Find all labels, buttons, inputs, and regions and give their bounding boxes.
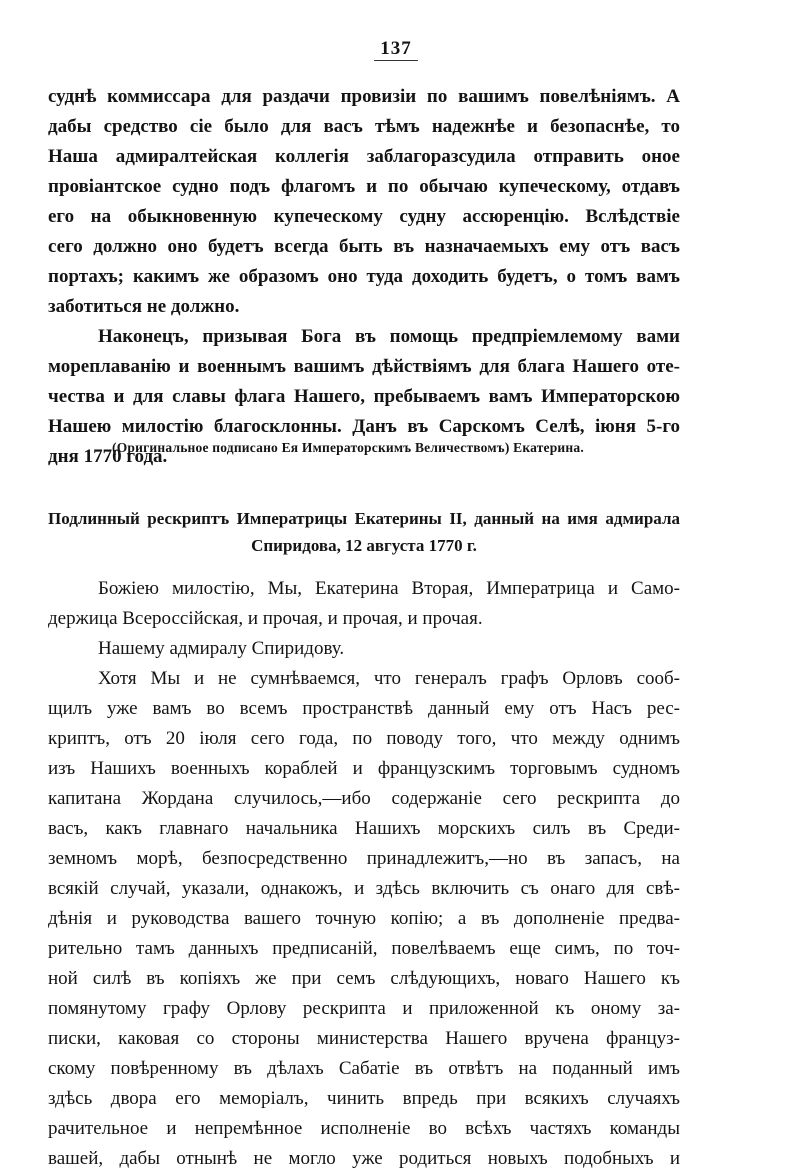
text-line: дабы средство сіе было для васъ тѣмъ надежнѣе и безопаснѣе, то bbox=[48, 116, 680, 137]
text-line: васъ, какъ главнаго начальника Нашихъ морскихъ силъ въ Среди- bbox=[48, 818, 680, 839]
text-line: помянутому графу Орлову рескрипта и приложенной къ оному за- bbox=[48, 998, 680, 1019]
text-line: Наконецъ, призывая Бога въ помощь предпріемлемому вами bbox=[98, 326, 680, 347]
text-line: Хотя Мы и не сумнѣваемся, что генералъ графъ Орловъ сооб- bbox=[98, 668, 680, 689]
text-line: его на обыкновенную купеческому судну ассюренцію. Вслѣдствіе bbox=[48, 206, 680, 227]
addressee-line: Нашему адмиралу Спиридову. bbox=[98, 638, 345, 659]
text-line: скому повѣренному въ дѣлахъ Сабатіе въ отвѣтъ на поданный имъ bbox=[48, 1058, 680, 1079]
paragraph-block-1 bbox=[48, 82, 680, 472]
text-line: вашей, дабы отнынѣ не могло уже родиться новыхъ подобныхъ и bbox=[48, 1148, 680, 1169]
text-line: рительно тамъ данныхъ предписаній, повелѣваемъ еще симъ, по точ- bbox=[48, 938, 680, 959]
text-line: рачительное и непремѣнное исполненіе во всѣхъ частяхъ команды bbox=[48, 1118, 680, 1139]
paragraph-block-2 bbox=[48, 574, 680, 1174]
text-line: здѣсь двора его меморіалъ, чинить впредь при всякихъ случаяхъ bbox=[48, 1088, 680, 1109]
text-line: всякій случай, указали, однакожъ, и здѣсь включить съ онаго для свѣ- bbox=[48, 878, 680, 899]
text-line: криптъ, отъ 20 іюля сего года, по поводу того, что между однимъ bbox=[48, 728, 680, 749]
text-line: писки, каковая со стороны министерства Нашего вручена француз- bbox=[48, 1028, 680, 1049]
text-line: ной силѣ въ копіяхъ же при семъ слѣдующихъ, новаго Нашего къ bbox=[48, 968, 680, 989]
page-number bbox=[0, 38, 792, 61]
signature-line bbox=[112, 438, 584, 458]
text-line: капитана Жордана случилось,—ибо содержаніе сего рескрипта до bbox=[48, 788, 680, 809]
text-line: чества и для славы флага Нашего, пребываемъ вамъ Императорскою bbox=[48, 386, 680, 407]
heading-line-1: Подлинный рескриптъ Императрицы Екатерины II, данный на имя адмирала bbox=[48, 509, 680, 528]
text-line: суднѣ коммиссара для раздачи провизіи по вашимъ повелѣніямъ. А bbox=[48, 86, 680, 107]
heading-line-2: Спиридова, 12 августа 1770 г. bbox=[251, 536, 477, 555]
page-number-text: 137 bbox=[374, 38, 418, 61]
signature-text: (Оригинальное подписано Ея Императорскимъ Величествомъ) bbox=[112, 440, 510, 455]
text-line: заботиться не должно. bbox=[48, 296, 240, 317]
text-line: портахъ; какимъ же образомъ оно туда доходить будетъ, о томъ вамъ bbox=[48, 266, 680, 287]
text-line: мореплаванію и военнымъ вашимъ дѣйствіямъ для блага Нашего оте- bbox=[48, 356, 680, 377]
text-line: земномъ морѣ, безпосредственно принадлежитъ,—но въ запасъ, на bbox=[48, 848, 680, 869]
text-line: Божіею милостію, Мы, Екатерина Вторая, Императрица и Само- bbox=[98, 578, 680, 599]
text-line: Нашею милостію благосклонны. Данъ въ Сарскомъ Селѣ, іюня 5-го bbox=[48, 416, 680, 437]
text-line: держица Всероссійская, и прочая, и прочая, и прочая. bbox=[48, 608, 483, 629]
text-line: сего должно оно будетъ всегда быть въ назначаемыхъ ему отъ васъ bbox=[48, 236, 680, 257]
text-line: дня 1770 года. bbox=[48, 446, 168, 467]
text-line: Наша адмиралтейская коллегія заблагоразсудила отправить оное bbox=[48, 146, 680, 167]
text-line: провіантское судно подъ флагомъ и по обычаю купеческому, отдавъ bbox=[48, 176, 680, 197]
text-line: щилъ уже вамъ во всемъ пространствѣ данный ему отъ Насъ рес- bbox=[48, 698, 680, 719]
text-line: изъ Нашихъ военныхъ кораблей и французскимъ торговымъ судномъ bbox=[48, 758, 680, 779]
text-line: дѣнія и руководства вашего точную копію; а въ дополненіе предва- bbox=[48, 908, 680, 929]
section-heading bbox=[48, 505, 680, 559]
signature-name: Екатерина. bbox=[513, 440, 584, 455]
